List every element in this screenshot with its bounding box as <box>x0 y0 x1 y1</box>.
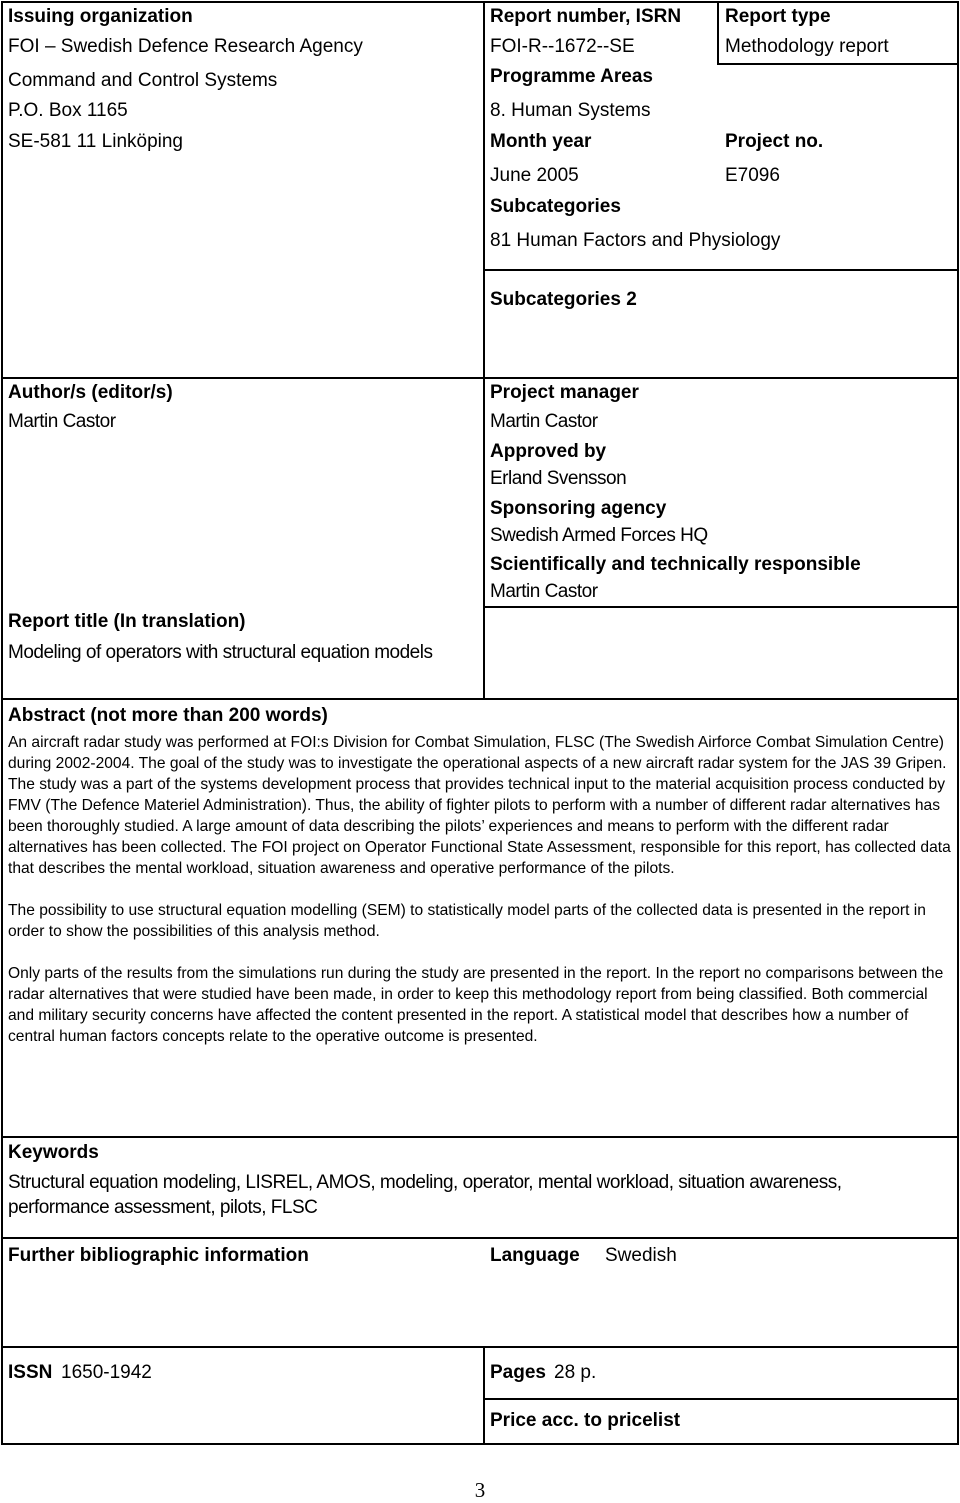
project-no-value: E7096 <box>725 165 780 186</box>
abstract-body <box>8 732 954 1068</box>
abstract-paragraph: An aircraft radar study was performed at FOI:s Division for Combat Simulation, FLSC (The Swedish Airforce Combat Simulation Centre) during 2002-2004. The goal of the study was to investigate the operational aspects of a new aircraft radar system for the JAS 39 Gripen. The study was a part of the systems development process that provides technical input to the material acquisition process conducted by FMV (The Defence Materiel Administration). Thus, the ability of fighter pilots to perform with a number of different radar alternatives has been thoroughly studied. A large amount of data describing the pilots’ experiences and means to perform with the different radar alternatives has been collected. The FOI project on Operator Functional State Assessment, responsible for this report, has collected data that describes the mental workload, situation awareness and operative performance of the pilots. <box>8 734 951 877</box>
issuing-organization-label: Issuing organization <box>8 6 193 27</box>
month-year-label: Month year <box>490 131 592 152</box>
rule-col-mid-top <box>483 1 485 699</box>
abstract-label: Abstract (not more than 200 words) <box>8 705 328 726</box>
keywords-line: Structural equation modeling, LISREL, AMOS, modeling, operator, mental workload, situation awareness, <box>8 1172 842 1193</box>
programme-areas-label: Programme Areas <box>490 66 653 87</box>
price-label: Price acc. to pricelist <box>490 1410 681 1431</box>
responsible-label: Scientifically and technically responsible <box>490 554 861 575</box>
rule-report-type-bottom <box>717 63 959 65</box>
subcategories-2-label: Subcategories 2 <box>490 289 637 310</box>
report-title-value: Modeling of operators with structural equation models <box>8 642 433 663</box>
keywords-label: Keywords <box>8 1142 99 1163</box>
report-number-label: Report number, ISRN <box>490 6 682 27</box>
report-title-label: Report title (In translation) <box>8 611 246 632</box>
issuing-organization-line: P.O. Box 1165 <box>8 100 128 121</box>
abstract-paragraph: Only parts of the results from the simulations run during the study are presented in the report. In the report no comparisons between the radar alternatives that were studied have been made, in order to keep this methodology report from being classified. Both commercial and military security concerns have affected the content presented in the report. A statistical model that describes how a number of central human factors concepts relate to the operative outcome is presented. <box>8 965 944 1045</box>
issuing-organization-line: SE-581 11 Linköping <box>8 131 183 152</box>
rule-issn-top <box>1 1346 959 1348</box>
rule-left <box>1 1 3 1445</box>
issuing-organization-line: FOI – Swedish Defence Research Agency <box>8 36 363 57</box>
responsible-value: Martin Castor <box>490 581 598 602</box>
subcategories-label: Subcategories <box>490 196 621 217</box>
rule-top <box>1 1 959 3</box>
approved-by-value: Erland Svensson <box>490 468 627 489</box>
language-value: Swedish <box>605 1245 677 1266</box>
report-number-value: FOI-R--1672--SE <box>490 36 635 57</box>
rule-subcat-sep <box>483 269 959 271</box>
project-no-label: Project no. <box>725 131 824 152</box>
abstract-paragraph: The possibility to use structural equation modelling (SEM) to statistically model parts of the collected data is presented in the report in order to show the possibilities of this analysis method. <box>8 902 926 940</box>
issn-label: ISSN <box>8 1362 53 1383</box>
rule-right <box>957 1 959 1445</box>
issuing-organization-line: Command and Control Systems <box>8 70 278 91</box>
rule-col-mid-bottom <box>483 1346 485 1445</box>
sponsoring-agency-value: Swedish Armed Forces HQ <box>490 525 708 546</box>
rule-bottom <box>1 1443 959 1445</box>
approved-by-label: Approved by <box>490 441 607 462</box>
report-type-value: Methodology report <box>725 36 889 57</box>
report-type-label: Report type <box>725 6 831 27</box>
keywords-line: performance assessment, pilots, FLSC <box>8 1197 318 1218</box>
rule-col-type <box>717 1 719 64</box>
authors-label: Author/s (editor/s) <box>8 382 173 403</box>
rule-responsible-bottom <box>483 606 959 608</box>
language-label: Language <box>490 1245 580 1266</box>
pages-value: 28 p. <box>554 1362 597 1383</box>
issn-value: 1650-1942 <box>61 1362 152 1383</box>
authors-value: Martin Castor <box>8 411 116 432</box>
further-info-label: Further bibliographic information <box>8 1245 309 1266</box>
programme-areas-value: 8. Human Systems <box>490 100 651 121</box>
pages-label: Pages <box>490 1362 546 1383</box>
rule-keywords-top <box>1 1136 959 1138</box>
page-number: 3 <box>474 1478 486 1502</box>
rule-abstract-top <box>1 698 959 700</box>
rule-price-top <box>483 1398 959 1400</box>
sponsoring-agency-label: Sponsoring agency <box>490 498 667 519</box>
month-year-value: June 2005 <box>490 165 579 186</box>
project-manager-value: Martin Castor <box>490 411 598 432</box>
project-manager-label: Project manager <box>490 382 639 403</box>
rule-authors-top <box>1 377 959 379</box>
rule-further-top <box>1 1237 959 1239</box>
subcategories-value: 81 Human Factors and Physiology <box>490 230 781 251</box>
